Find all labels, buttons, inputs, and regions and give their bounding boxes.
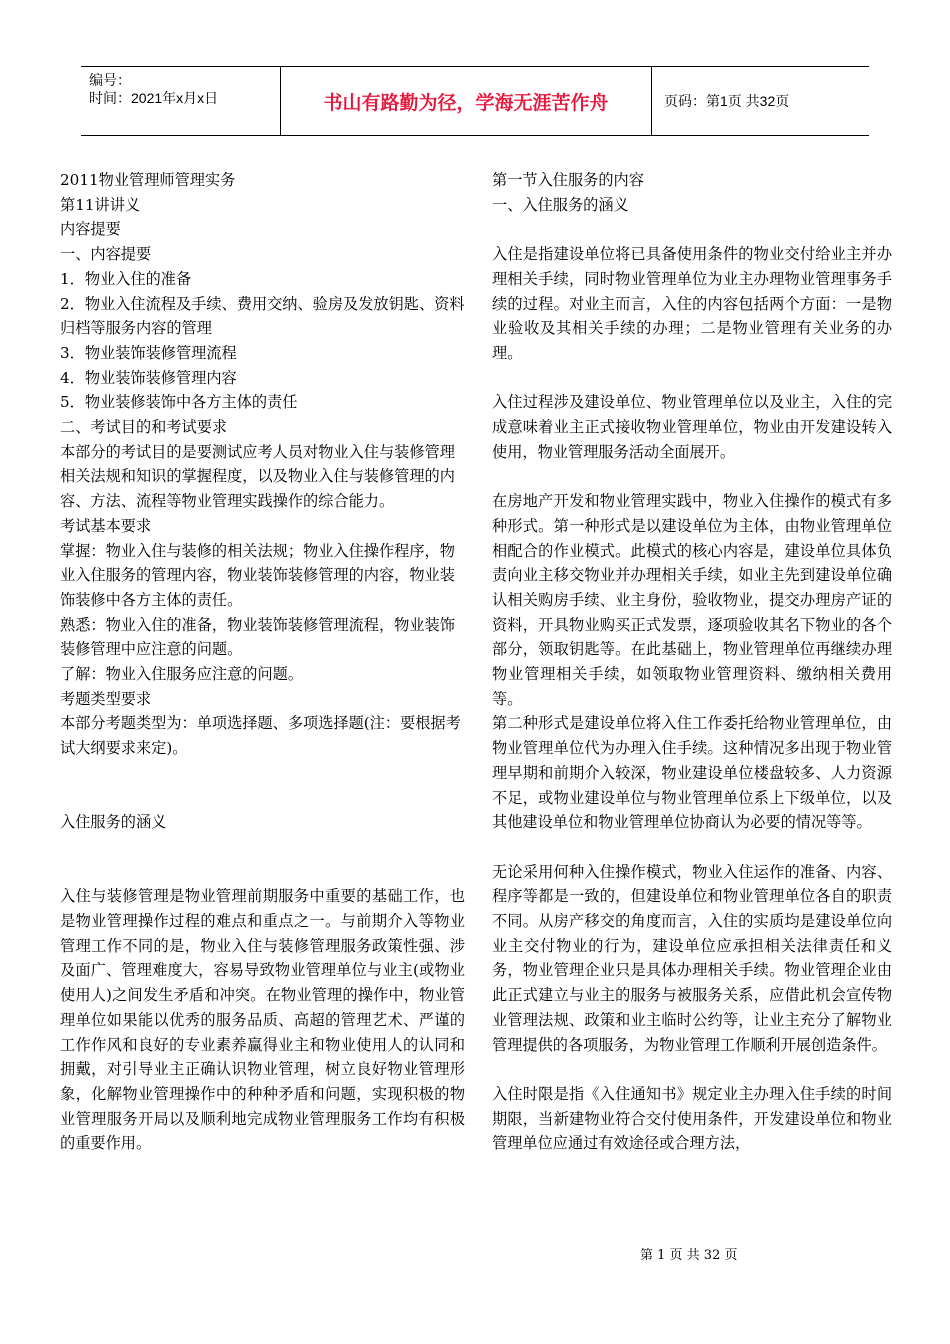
paragraph-6: 入住时限是指《入住通知书》规定业主办理入住手续的时间期限，当新建物业符合交付使用条件，开发建设单位和物业管理单位应通过有效途径或合理方法， <box>492 1084 892 1153</box>
header-meta <box>81 67 281 135</box>
paragraph-5: 无论采用何种入住操作模式，物业入住运作的准备、内容、程序等都是一致的，但建设单位和物业管理单位各自的职责不同。从房产移交的角度而言，入住的实质均是建设单位向业主交付物业的行为，建设单位应承担相关法律责任和义务，物业管理企业只是具体办理相关手续。物业管理企业由此正式建立与业主的服务与被服务关系，应借此机会宣传物业管理法规、政策和业主临时公约等，让业主充分了解物业管理提供的各项服务，为物业管理工作顺利开展创造条件。 <box>492 862 892 1054</box>
meaning-heading: 入住服务的涵义 <box>60 813 167 832</box>
familiar-paragraph: 熟悉：物业入住的准备，物业装饰装修管理流程，物业装饰装修管理中应注意的问题。 <box>60 615 455 659</box>
header-motto: 书山有路勤为径，学海无涯苦作舟 <box>281 67 652 135</box>
lecture-number: 第11讲讲义 <box>60 195 141 214</box>
paragraph-3: 在房地产开发和物业管理实践中，物业入住操作的模式有多种形式。第一种形式是以建设单位为主体，由物业管理单位相配合的作业模式。此模式的核心内容是，建设单位具体负责向业主移交物业并办理相关手续，如业主先到建设单位确认相关购房手续、业主身份，验收物业，提交办理房产证的资料，开具物业购买正式发票，逐项验收其名下物业的各个部分，领取钥匙等。在此基础上，物业管理单位再继续办理物业管理相关手续，如领取物业管理资料、缴纳相关费用等。 <box>492 492 892 708</box>
right-column <box>492 168 892 1156</box>
section-heading: 第一节入住服务的内容 <box>492 171 644 189</box>
summary-heading: 内容提要 <box>60 220 121 239</box>
list-item: 2．物业入住流程及手续、费用交纳、验房及发放钥匙、资料归档等服务内容的管理 <box>60 294 465 338</box>
question-type-paragraph: 本部分考题类型为：单项选择题、多项选择题(注：要根据考试大纲要求来定)。 <box>60 714 461 758</box>
left-column <box>60 168 465 1156</box>
document-time-label: 时间：2021年x月x日 <box>89 90 219 106</box>
sub-heading: 一、入住服务的涵义 <box>492 195 629 214</box>
document-title: 2011物业管理师管理实务 <box>60 171 236 189</box>
master-paragraph: 掌握：物业入住与装修的相关法规；物业入住操作程序，物业入住服务的管理内容，物业装饰装修管理的内容，物业装饰装修中各方主体的责任。 <box>60 541 455 609</box>
list-item: 3．物业装饰装修管理流程 <box>60 343 237 362</box>
page-footer: 第 1 页 共 32 页 <box>640 1248 738 1263</box>
list-item: 4．物业装饰装修管理内容 <box>60 368 237 387</box>
question-type-heading: 考题类型要求 <box>60 689 152 708</box>
section2-heading: 二、考试目的和考试要求 <box>60 418 228 437</box>
meaning-paragraph: 入住与装修管理是物业管理前期服务中重要的基础工作，也是物业管理操作过程的难点和重点之一。与前期介入等物业管理工作不同的是，物业入住与装修管理服务政策性强、涉及面广、管理难度大，容易导致物业管理单位与业主(或物业使用人)之间发生矛盾和冲突。在物业管理的操作中，物业管理单位如果能以优秀的服务品质、高超的管理艺术、严谨的工作作风和良好的专业素养赢得业主和物业使用人的认同和拥戴，对引导业主正确认识物业管理，树立良好物业管理形象，化解物业管理操作中的种种矛盾和问题，实现积极的物业管理服务开局以及顺利地完成物业管理服务工作均有积极的重要作用。 <box>60 887 465 1153</box>
list-item: 5．物业装修装饰中各方主体的责任 <box>60 393 298 412</box>
header-page-info: 页码：第1页 共32页 <box>664 93 790 109</box>
document-number-label: 编号： <box>89 72 131 88</box>
basic-requirements-heading: 考试基本要求 <box>60 516 152 535</box>
list-item: 1．物业入住的准备 <box>60 269 192 288</box>
page-header <box>81 66 869 136</box>
understand-paragraph: 了解：物业入住服务应注意的问题。 <box>60 665 303 684</box>
section1-heading: 一、内容提要 <box>60 245 152 264</box>
paragraph-4: 第二种形式是建设单位将入住工作委托给物业管理单位，由物业管理单位代为办理入住手续。这种情况多出现于物业管理早期和前期介入较深，物业建设单位楼盘较多、人力资源不足，或物业建设单位与物业管理单位系上下级单位，以及其他建设单位和物业管理单位协商认为必要的情况等等。 <box>492 714 892 832</box>
purpose-paragraph: 本部分的考试目的是要测试应考人员对物业入住与装修管理相关法规和知识的掌握程度，以及物业入住与装修管理的内容、方法、流程等物业管理实践操作的综合能力。 <box>60 442 455 511</box>
paragraph-2: 入住过程涉及建设单位、物业管理单位以及业主，入住的完成意味着业主正式接收物业管理单位，物业由开发建设转入使用，物业管理服务活动全面展开。 <box>492 393 892 461</box>
paragraph-1: 入住是指建设单位将已具备使用条件的物业交付给业主并办理相关手续，同时物业管理单位为业主办理物业管理事务手续的过程。对业主而言，入住的内容包括两个方面：一是物业验收及其相关手续的办理；二是物业管理有关业务的办理。 <box>492 245 892 362</box>
